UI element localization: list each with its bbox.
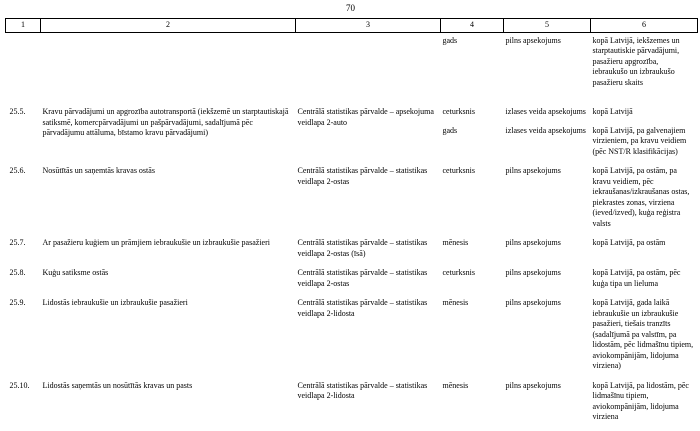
table-body (6, 32, 698, 423)
detail-cell: kopā Latvijā, iekšzemes un starptautiskie pārvadājumi, pasažieru apgrozība, iebraukušo un izbraukušo pasažieru skaits (592, 35, 680, 87)
source-cell: Centrālā statistikas pārvalde – statistikas veidlapa 2-ostas (īsā) (297, 238, 428, 258)
subject-cell (41, 32, 296, 104)
coverage-cell: pilns apsekojums (505, 166, 561, 175)
subject-cell: Nosūtītās un saņemtās kravas ostās (42, 166, 155, 175)
column-header-2: 2 (41, 19, 296, 33)
table-row-25-5 (6, 104, 698, 123)
subject-cell: Lidostās saņemtās un nosūtītās kravas un pasts (42, 380, 193, 390)
source-cell: Centrālā statistikas pārvalde – apsekojuma veidlapa 2-auto (297, 107, 434, 127)
table-header (6, 19, 698, 33)
periodicity-cell: gads (442, 125, 458, 135)
coverage-cell: pilns apsekojums (505, 238, 561, 247)
periodicity-cell: ceturksnis (442, 268, 475, 277)
row-id-cell: 25.5. (9, 107, 26, 116)
detail-cell: kopā Latvijā, pa ostām, pēc kuģa tipa un lieluma (592, 268, 681, 288)
column-header-5: 5 (504, 19, 591, 33)
detail-cell: kopā Latvijā, gada laikā iebraukušie un izbraukušie pasažieri, tiešais tranzīts (sadalījumā pa valstīm, pa lidostām, pēc lidmašīnu tipiem, aviokompānijām, lidojuma virziena) (592, 298, 694, 370)
coverage-cell: pilns apsekojums (505, 268, 561, 277)
periodicity-cell: ceturksnis (442, 166, 475, 175)
column-header-6: 6 (591, 19, 698, 33)
coverage-cell: pilns apsekojums (505, 380, 561, 390)
coverage-cell: izlases veida apsekojums (505, 107, 586, 116)
row-id-cell: 25.6. (9, 166, 26, 175)
source-cell: Centrālā statistikas pārvalde – statistikas veidlapa 2-ostas (297, 166, 428, 186)
table-row-25-9 (6, 295, 698, 378)
subject-cell: Ar pasažieru kuģiem un prāmjiem iebraukušie un izbraukušie pasažieri (42, 238, 270, 247)
row-id-cell: 25.9. (9, 298, 26, 307)
page-number: 70 (346, 3, 355, 13)
source-cell: Centrālā statistikas pārvalde – statistikas veidlapa 2-lidosta (297, 380, 428, 400)
row-id-cell: 25.10. (9, 380, 30, 390)
row-id-cell: 25.8. (9, 268, 26, 277)
source-cell: Centrālā statistikas pārvalde – statistikas veidlapa 2-lidosta (297, 298, 428, 318)
coverage-cell: pilns apsekojums (505, 35, 561, 45)
coverage-cell: izlases veida apsekojums (505, 125, 586, 135)
table-row-25-10 (6, 378, 698, 423)
header-row (6, 19, 698, 33)
table-row-continuation (6, 32, 698, 104)
periodicity-cell: gads (442, 35, 458, 45)
row-id-cell: 25.7. (9, 238, 26, 247)
coverage-cell: pilns apsekojums (505, 298, 561, 307)
periodicity-cell: mēnesis (442, 380, 469, 390)
column-header-3: 3 (296, 19, 441, 33)
statistics-table (5, 18, 698, 423)
source-cell (296, 32, 441, 104)
table-row-25-8 (6, 265, 698, 295)
detail-cell: kopā Latvijā, pa ostām (592, 238, 666, 247)
periodicity-cell: mēnesis (442, 238, 469, 247)
detail-cell: kopā Latvijā, pa lidostām, pēc lidmašīnu tipiem, aviokompānijām, lidojuma virziena (592, 380, 689, 421)
table-row-25-7 (6, 235, 698, 265)
detail-cell: kopā Latvijā, pa galvenajiem virzieniem, pa kravu veidiem (pēc NST/R klasifikācijas) (592, 125, 687, 156)
column-header-1: 1 (6, 19, 41, 33)
subject-cell: Lidostās iebraukušie un izbraukušie pasažieri (42, 298, 188, 307)
subject-cell: Kuģu satiksme ostās (42, 268, 109, 277)
row-id-cell (6, 32, 41, 104)
source-cell: Centrālā statistikas pārvalde – statistikas veidlapa 2-ostas (297, 268, 428, 288)
periodicity-cell: ceturksnis (442, 107, 475, 116)
periodicity-cell: mēnesis (442, 298, 469, 307)
subject-cell: Kravu pārvadājumi un apgrozība autotransportā (iekšzemē un starptautiskajā satiksmē, komercpārvadājumi un pašpārvadājumi, sadalījumā pēc pārvadājumu attāluma, bīstamo kravu pārvadājumi) (42, 107, 289, 137)
table-row-25-6 (6, 163, 698, 235)
column-header-4: 4 (441, 19, 504, 33)
detail-cell: kopā Latvijā, pa ostām, pa kravu veidiem, pēc iekraušanas/izkraušanas ostas, piekrastes zonas, virziena (ieved/izved), kuģa reģistra valsts (592, 166, 690, 228)
detail-cell: kopā Latvijā (592, 107, 633, 116)
